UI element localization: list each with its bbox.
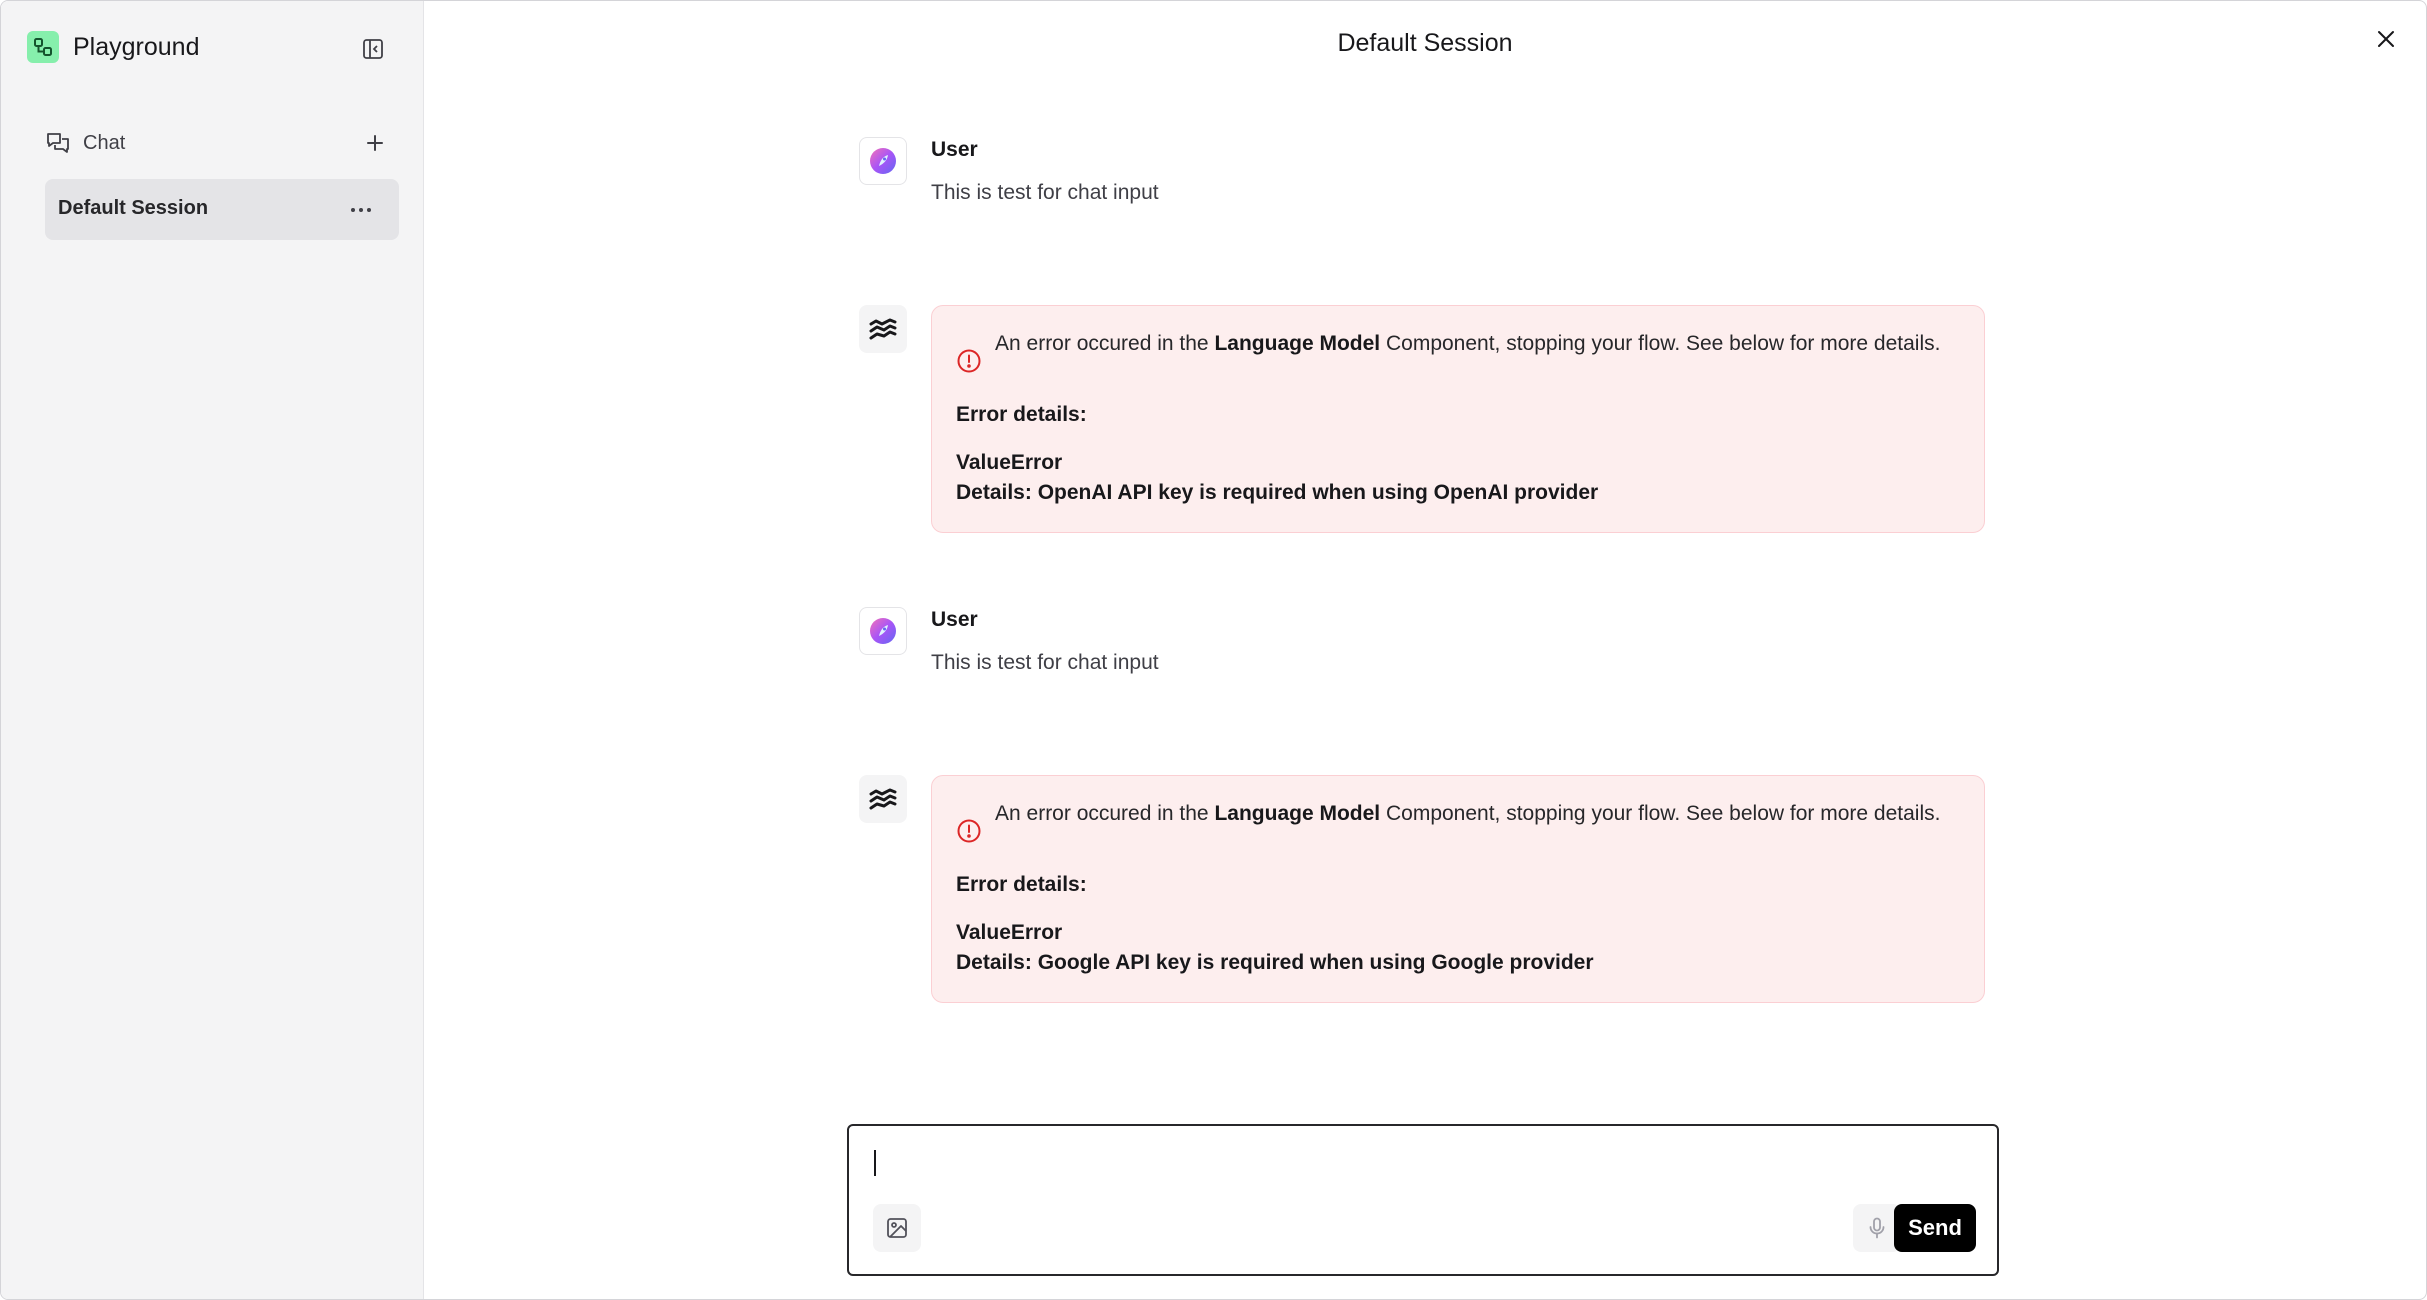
alert-circle-icon xyxy=(956,348,982,374)
error-details-label: Error details: xyxy=(956,403,1087,426)
rocket-avatar-icon xyxy=(868,146,898,176)
user-avatar xyxy=(859,137,907,185)
chat-input-container xyxy=(847,1124,1999,1276)
new-chat-button[interactable] xyxy=(359,127,391,159)
bot-avatar xyxy=(859,775,907,823)
message-sender: User xyxy=(931,138,978,161)
chat-input[interactable] xyxy=(873,1144,1877,1184)
close-button[interactable] xyxy=(2370,23,2402,55)
send-button[interactable]: Send xyxy=(1894,1204,1976,1252)
chat-section-label: Chat xyxy=(83,131,126,154)
image-icon xyxy=(885,1216,909,1240)
chat-panel xyxy=(424,1,2426,1299)
rocket-avatar-icon xyxy=(868,616,898,646)
sidebar xyxy=(1,1,424,1299)
message-sender: User xyxy=(931,608,978,631)
error-intro: An error occured in the Language Model Component, stopping your flow. See below for more details. xyxy=(995,332,1941,355)
collapse-sidebar-button[interactable] xyxy=(357,33,389,65)
close-icon xyxy=(2375,28,2397,50)
alert-circle-icon xyxy=(956,818,982,844)
app-title: Playground xyxy=(73,33,200,61)
bot-avatar xyxy=(859,305,907,353)
error-details-label: Error details: xyxy=(956,873,1087,896)
session-options-button[interactable] xyxy=(345,194,377,226)
mic-icon xyxy=(1865,1216,1889,1240)
workflow-icon xyxy=(27,31,59,63)
error-detail: Details: OpenAI API key is required when using OpenAI provider xyxy=(956,481,1599,504)
error-message xyxy=(931,305,1985,533)
error-intro: An error occured in the Language Model Component, stopping your flow. See below for more details. xyxy=(995,802,1941,825)
error-detail: Details: Google API key is required when using Google provider xyxy=(956,951,1594,974)
chat-section-header xyxy=(45,127,391,159)
message-text: This is test for chat input xyxy=(931,181,1159,204)
ellipsis-icon xyxy=(350,207,372,213)
user-avatar xyxy=(859,607,907,655)
upload-image-button[interactable] xyxy=(873,1204,921,1252)
messages-icon xyxy=(45,130,71,156)
langflow-logo-icon xyxy=(868,317,898,341)
plus-icon xyxy=(365,133,385,153)
panel-left-icon xyxy=(362,38,384,60)
error-type: ValueError xyxy=(956,451,1063,474)
langflow-logo-icon xyxy=(868,787,898,811)
session-label: Default Session xyxy=(58,197,209,219)
page-title: Default Session xyxy=(1337,29,1513,57)
error-message xyxy=(931,775,1985,1003)
sidebar-item-default-session[interactable] xyxy=(45,179,399,240)
message-text: This is test for chat input xyxy=(931,651,1159,674)
error-type: ValueError xyxy=(956,921,1063,944)
